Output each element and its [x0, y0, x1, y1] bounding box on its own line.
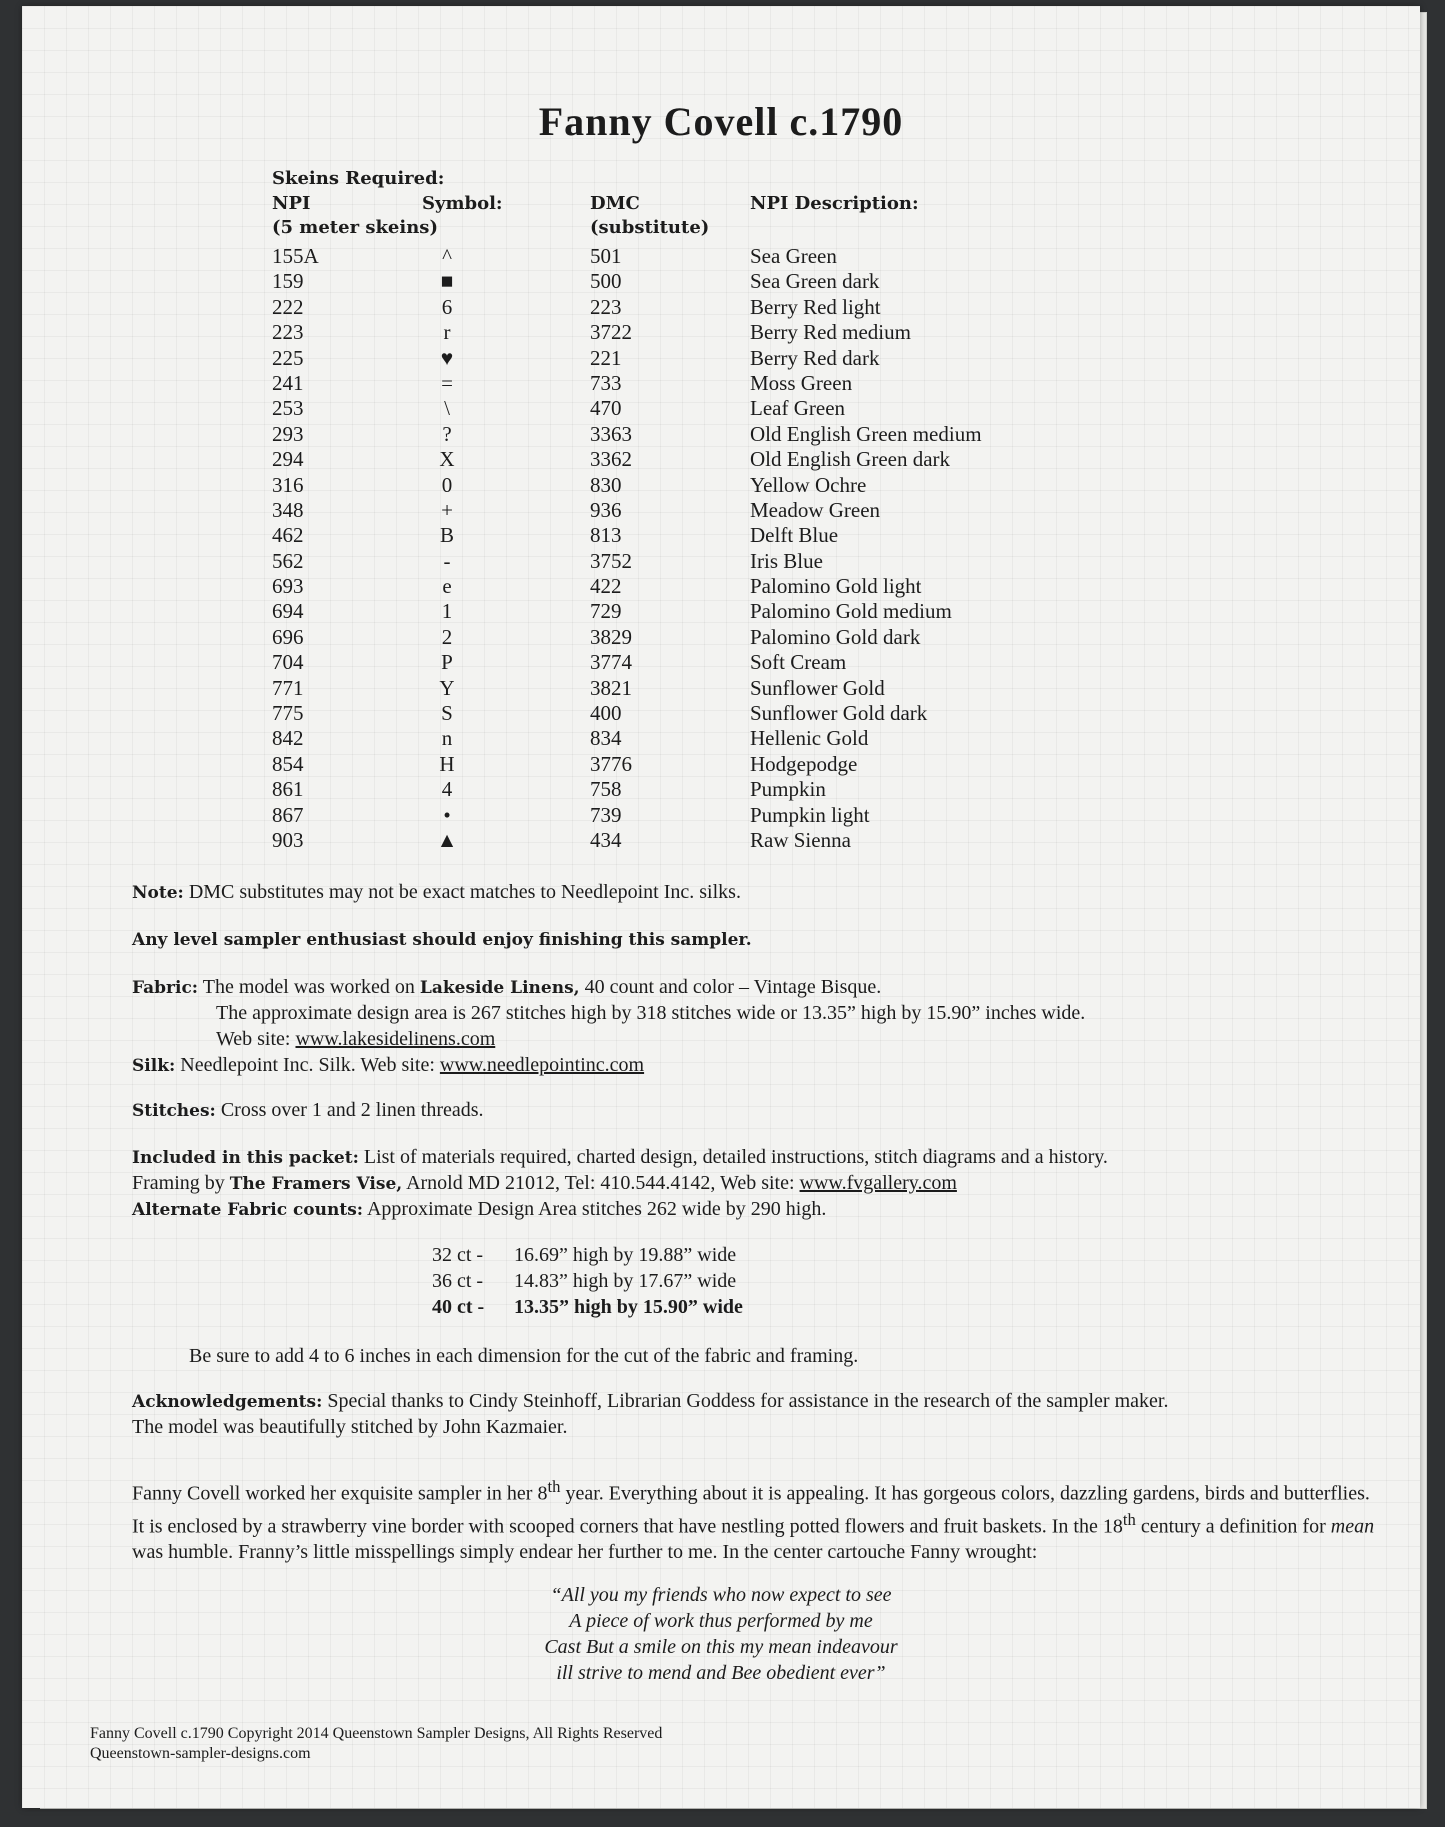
name-cell: Berry Red dark	[750, 345, 880, 370]
symbol-cell: =	[441, 370, 453, 395]
table-row	[22, 599, 1420, 624]
dmc-header-label: DMC	[590, 193, 640, 214]
dmc-cell: 3821	[590, 675, 632, 700]
history-emphasis: mean	[1330, 1515, 1375, 1538]
symbol-cell: 1	[441, 599, 453, 624]
npi-cell: 225	[272, 345, 304, 370]
npi-cell: 842	[272, 726, 304, 751]
dmc-cell: 739	[590, 802, 622, 827]
dmc-cell: 3776	[590, 751, 632, 776]
fabric-text-post: 40 count and color – Vintage Bisque.	[584, 976, 882, 998]
history-text-4: was humble. Franny’s little misspellings simply endear her further to me. In the center cartouche Fanny wrought:	[132, 1541, 1038, 1564]
fabric-web-label: Web site:	[216, 1028, 291, 1050]
symbol-cell: 0	[441, 472, 453, 497]
note-label: Note:	[132, 883, 184, 903]
npi-cell: 223	[272, 320, 304, 345]
verse-line: “All you my friends who now expect to see	[550, 1584, 892, 1606]
history-sup-1: th	[547, 1477, 561, 1496]
dmc-column-header	[590, 192, 709, 240]
name-cell: Berry Red light	[750, 294, 881, 319]
symbol-cell: \	[444, 396, 450, 421]
description-column-header: NPI Description:	[750, 193, 919, 214]
dmc-cell: 830	[590, 472, 622, 497]
alternate-label: Alternate Fabric counts:	[132, 1200, 364, 1220]
name-cell: Pumpkin light	[750, 802, 870, 827]
symbol-cell: •	[443, 802, 451, 827]
table-row	[22, 777, 1420, 802]
dmc-cell: 758	[590, 777, 622, 802]
enthusiast-line: Any level sampler enthusiast should enjoy finishing this sampler.	[132, 930, 752, 950]
table-row	[22, 295, 1420, 320]
symbol-cell: +	[441, 497, 453, 522]
thread-table	[22, 244, 1420, 853]
dmc-cell: 500	[590, 269, 622, 294]
npi-cell: 867	[272, 802, 304, 827]
npi-cell: 562	[272, 548, 304, 573]
npi-cell: 293	[272, 421, 304, 446]
table-row	[22, 473, 1420, 498]
stitches-line	[132, 1097, 484, 1124]
count-label: 36 ct -	[432, 1270, 484, 1292]
symbol-cell: 2	[441, 624, 453, 649]
npi-header-label: NPI	[272, 193, 311, 214]
note-line	[132, 879, 741, 906]
name-cell: Sea Green	[750, 244, 837, 268]
fabric-line	[132, 974, 881, 1001]
table-row	[22, 650, 1420, 675]
npi-cell: 694	[272, 599, 304, 624]
name-cell: Sunflower Gold	[750, 675, 885, 700]
table-row	[22, 549, 1420, 574]
included-text: List of materials required, charted design, detailed instructions, stitch diagrams and a history.	[363, 1146, 1108, 1168]
dmc-cell: 3774	[590, 650, 632, 675]
included-line	[132, 1144, 1108, 1171]
symbol-cell: ▲	[436, 827, 458, 852]
npi-cell: 854	[272, 751, 304, 776]
history-text-1: Fanny Covell worked her exquisite sampler in her 8	[132, 1482, 548, 1505]
npi-cell: 704	[272, 650, 304, 675]
npi-cell: 155A	[272, 244, 319, 268]
fabric-web-line	[216, 1026, 495, 1052]
page-footer	[90, 1724, 662, 1764]
table-row	[22, 498, 1420, 523]
dmc-cell: 501	[590, 244, 622, 268]
add-inches-note: Be sure to add 4 to 6 inches in each dimension for the cut of the fabric and framing.	[189, 1345, 859, 1367]
fabric-text-pre: The model was worked on	[202, 976, 415, 998]
fabric-label: Fabric:	[132, 978, 199, 998]
stitcher-credit: The model was beautifully stitched by John Kazmaier.	[132, 1416, 568, 1438]
symbol-cell: ■	[440, 269, 454, 294]
note-text: DMC substitutes may not be exact matches to Needlepoint Inc. silks.	[188, 881, 741, 903]
dmc-cell: 400	[590, 701, 622, 726]
name-cell: Delft Blue	[750, 523, 839, 548]
name-cell: Soft Cream	[750, 650, 847, 675]
symbol-column-header: Symbol:	[422, 193, 503, 214]
dmc-cell: 3722	[590, 320, 632, 345]
stitches-label: Stitches:	[132, 1101, 216, 1121]
symbol-cell: Y	[439, 675, 455, 700]
dmc-cell: 813	[590, 523, 622, 548]
name-cell: Palomino Gold medium	[750, 599, 952, 624]
name-cell: Palomino Gold light	[750, 574, 922, 599]
stitches-text: Cross over 1 and 2 linen threads.	[220, 1099, 484, 1121]
name-cell: Hodgepodge	[750, 751, 858, 776]
table-row	[22, 625, 1420, 650]
table-row	[22, 422, 1420, 447]
dmc-cell: 221	[590, 345, 622, 370]
dmc-cell: 3752	[590, 548, 632, 573]
count-label: 40 ct -	[432, 1296, 485, 1318]
framing-pre: Framing by	[132, 1172, 225, 1194]
symbol-cell: S	[441, 701, 453, 726]
dmc-cell: 936	[590, 497, 622, 522]
dmc-cell: 729	[590, 599, 622, 624]
symbol-cell: -	[443, 548, 451, 573]
dmc-cell: 434	[590, 827, 622, 852]
lakeside-link[interactable]: www.lakesidelinens.com	[295, 1028, 496, 1050]
symbol-cell: H	[439, 751, 455, 776]
symbol-cell: e	[442, 574, 452, 599]
npi-cell: 861	[272, 777, 304, 802]
npi-cell: 693	[272, 574, 304, 599]
alternate-text: Approximate Design Area stitches 262 wide by 290 high.	[366, 1198, 827, 1220]
symbol-cell: X	[439, 447, 455, 472]
silk-text: Needlepoint Inc. Silk. Web site:	[180, 1054, 435, 1076]
table-row	[22, 828, 1420, 853]
silk-line	[132, 1052, 644, 1079]
table-row	[22, 320, 1420, 345]
dmc-header-sub: (substitute)	[590, 217, 710, 238]
acknowledgements-text: Special thanks to Cindy Steinhoff, Librarian Goddess for assistance in the research of the sampler maker.	[327, 1390, 1169, 1412]
name-cell: Moss Green	[750, 370, 853, 395]
needlepoint-link[interactable]: www.needlepointinc.com	[439, 1054, 645, 1076]
symbol-cell: B	[439, 523, 454, 548]
name-cell: Berry Red medium	[750, 320, 911, 345]
verse-line: A piece of work thus performed by me	[569, 1610, 873, 1632]
npi-cell: 903	[272, 827, 304, 852]
verse-line: Cast But a smile on this my mean indeavour	[544, 1636, 898, 1658]
symbol-cell: n	[441, 726, 453, 751]
sampler-verse	[22, 1582, 1420, 1686]
table-row	[22, 726, 1420, 751]
verse-line: ill strive to mend and Bee obedient ever”	[556, 1662, 886, 1684]
history-text-3: century a definition for	[1135, 1515, 1331, 1538]
table-row	[22, 803, 1420, 828]
name-cell: Iris Blue	[750, 548, 823, 573]
website-line: Queenstown-sampler-designs.com	[90, 1745, 311, 1762]
history-paragraph	[132, 1474, 1382, 1565]
count-label: 32 ct -	[432, 1244, 484, 1266]
npi-header-sub: (5 meter skeins)	[272, 217, 438, 238]
fabric-size-line: The approximate design area is 267 stitches high by 318 stitches wide or 13.35” high by 15.90” inches wide.	[216, 1002, 1086, 1024]
history-sup-2: th	[1122, 1509, 1136, 1529]
table-row	[22, 574, 1420, 599]
name-cell: Palomino Gold dark	[750, 624, 921, 649]
npi-cell: 222	[272, 294, 304, 319]
dmc-cell: 3363	[590, 421, 632, 446]
dmc-cell: 470	[590, 396, 622, 421]
name-cell: Raw Sienna	[750, 827, 851, 852]
fabric-brand: Lakeside Linens,	[419, 978, 580, 998]
name-cell: Pumpkin	[750, 777, 826, 802]
name-cell: Sea Green dark	[750, 269, 880, 294]
table-row	[22, 269, 1420, 294]
history-text-2: year. Everything about it is appealing. It has gorgeous colors, dazzling gardens, birds and butterflies. It is enclosed by a strawberry vine border with scooped corners that have nestling potted flowers and fruit baskets. In the 18	[132, 1482, 1370, 1538]
document-title: Fanny Covell c.1790	[538, 99, 904, 144]
dmc-cell: 223	[590, 294, 622, 319]
npi-column-header	[272, 192, 438, 240]
table-row	[22, 447, 1420, 472]
npi-cell: 771	[272, 675, 304, 700]
table-row	[22, 523, 1420, 548]
count-size: 13.35” high by 15.90” wide	[514, 1296, 743, 1318]
name-cell: Yellow Ochre	[750, 472, 867, 497]
alternate-line	[132, 1196, 826, 1223]
name-cell: Meadow Green	[750, 497, 881, 522]
framing-text: Arnold MD 21012, Tel: 410.544.4142, Web site:	[406, 1172, 795, 1194]
copyright-line: Fanny Covell c.1790 Copyright 2014 Queenstown Sampler Designs, All Rights Reserved	[90, 1725, 663, 1742]
fvgallery-link[interactable]: www.fvgallery.com	[799, 1172, 957, 1194]
table-row	[22, 371, 1420, 396]
npi-cell: 348	[272, 497, 304, 522]
symbol-cell: ♥	[440, 345, 454, 370]
name-cell: Sunflower Gold dark	[750, 701, 928, 726]
symbol-cell: P	[441, 650, 453, 675]
acknowledgements-label: Acknowledgements:	[132, 1392, 323, 1412]
framer-name: The Framers Vise,	[229, 1174, 403, 1194]
table-row	[22, 396, 1420, 421]
table-row	[22, 752, 1420, 777]
npi-cell: 159	[272, 269, 304, 294]
table-row	[22, 244, 1420, 269]
npi-cell: 775	[272, 701, 304, 726]
npi-cell: 253	[272, 396, 304, 421]
npi-cell: 241	[272, 370, 304, 395]
name-cell: Old English Green medium	[750, 421, 982, 446]
dmc-cell: 3362	[590, 447, 632, 472]
name-cell: Leaf Green	[750, 396, 846, 421]
npi-cell: 316	[272, 472, 304, 497]
acknowledgements-line	[132, 1388, 1168, 1415]
table-row	[22, 346, 1420, 371]
silk-label: Silk:	[132, 1056, 176, 1076]
npi-cell: 294	[272, 447, 304, 472]
count-size: 16.69” high by 19.88” wide	[514, 1244, 737, 1266]
symbol-cell: 4	[441, 777, 453, 802]
dmc-cell: 422	[590, 574, 622, 599]
dmc-cell: 834	[590, 726, 622, 751]
name-cell: Old English Green dark	[750, 447, 951, 472]
symbol-cell: ?	[442, 421, 452, 446]
included-label: Included in this packet:	[132, 1148, 359, 1168]
npi-cell: 696	[272, 624, 304, 649]
skeins-heading: Skeins Required:	[272, 168, 445, 189]
symbol-cell: 6	[441, 294, 453, 319]
framing-line	[132, 1170, 957, 1197]
document-page	[22, 6, 1420, 1808]
dmc-cell: 733	[590, 370, 622, 395]
npi-cell: 462	[272, 523, 304, 548]
dmc-cell: 3829	[590, 624, 632, 649]
table-row	[22, 701, 1420, 726]
count-size: 14.83” high by 17.67” wide	[514, 1270, 737, 1292]
name-cell: Hellenic Gold	[750, 726, 869, 751]
table-row	[22, 676, 1420, 701]
symbol-cell: r	[443, 320, 451, 345]
symbol-cell: ^	[442, 244, 452, 268]
